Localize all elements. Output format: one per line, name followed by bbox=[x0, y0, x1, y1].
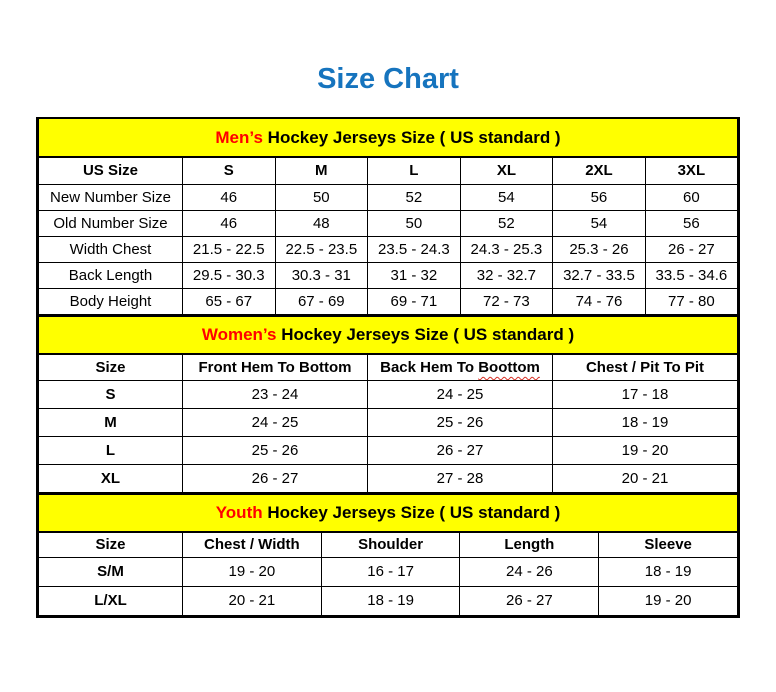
size-value-cell: 50 bbox=[275, 184, 368, 210]
size-value-cell: 19 - 20 bbox=[182, 557, 321, 586]
table-row bbox=[39, 184, 738, 210]
size-value-cell: 56 bbox=[553, 184, 646, 210]
womens-accent-label: Women’s bbox=[201, 324, 277, 344]
size-value-cell: 52 bbox=[460, 210, 553, 236]
size-value-cell: 52 bbox=[368, 184, 461, 210]
misspelled-word: Boottom bbox=[478, 358, 540, 376]
size-value-cell: 22.5 - 23.5 bbox=[275, 236, 368, 262]
size-value-cell: 24.3 - 25.3 bbox=[460, 236, 553, 262]
column-header: Chest / Width bbox=[182, 532, 321, 557]
size-value-cell: 46 bbox=[182, 184, 275, 210]
size-value-cell: 19 - 20 bbox=[553, 437, 738, 465]
column-header: 3XL bbox=[645, 157, 737, 184]
size-value-cell: 56 bbox=[645, 210, 737, 236]
size-value-cell: 27 - 28 bbox=[368, 465, 553, 493]
mens-section-banner bbox=[39, 119, 738, 157]
size-value-cell: 21.5 - 22.5 bbox=[182, 236, 275, 262]
size-label: S bbox=[39, 381, 183, 409]
table-row bbox=[39, 210, 738, 236]
size-value-cell: 25.3 - 26 bbox=[553, 236, 646, 262]
size-value-cell: 26 - 27 bbox=[368, 437, 553, 465]
column-header: Chest / Pit To Pit bbox=[553, 354, 738, 381]
row-label: Back Length bbox=[39, 262, 183, 288]
table-row bbox=[39, 288, 738, 314]
size-value-cell: 32 - 32.7 bbox=[460, 262, 553, 288]
size-value-cell: 60 bbox=[645, 184, 737, 210]
size-label: M bbox=[39, 409, 183, 437]
size-value-cell: 31 - 32 bbox=[368, 262, 461, 288]
size-value-cell: 32.7 - 33.5 bbox=[553, 262, 646, 288]
column-header: 2XL bbox=[553, 157, 646, 184]
size-value-cell: 17 - 18 bbox=[553, 381, 738, 409]
mens-header-row bbox=[39, 157, 738, 184]
row-label: Width Chest bbox=[39, 236, 183, 262]
column-header: S bbox=[182, 157, 275, 184]
size-value-cell: 54 bbox=[553, 210, 646, 236]
mens-accent-label: Men’s bbox=[215, 127, 263, 147]
size-label: L/XL bbox=[39, 586, 183, 615]
table-row bbox=[39, 586, 738, 615]
size-value-cell: 23.5 - 24.3 bbox=[368, 236, 461, 262]
size-value-cell: 65 - 67 bbox=[182, 288, 275, 314]
youth-section-title bbox=[39, 494, 738, 532]
size-value-cell: 54 bbox=[460, 184, 553, 210]
womens-section-title bbox=[39, 316, 738, 354]
table-row bbox=[39, 236, 738, 262]
column-header: Shoulder bbox=[321, 532, 460, 557]
youth-accent-label: Youth bbox=[215, 503, 263, 522]
column-header: US Size bbox=[39, 157, 183, 184]
column-header: M bbox=[275, 157, 368, 184]
table-row bbox=[39, 465, 738, 493]
size-value-cell: 18 - 19 bbox=[321, 586, 460, 615]
size-value-cell: 72 - 73 bbox=[460, 288, 553, 314]
size-value-cell: 30.3 - 31 bbox=[275, 262, 368, 288]
size-value-cell: 25 - 26 bbox=[368, 409, 553, 437]
mens-section-title bbox=[39, 119, 738, 157]
column-header: L bbox=[368, 157, 461, 184]
youth-banner-text: Hockey Jerseys Size ( US standard ) bbox=[267, 503, 561, 522]
size-value-cell: 69 - 71 bbox=[368, 288, 461, 314]
size-value-cell: 33.5 - 34.6 bbox=[645, 262, 737, 288]
womens-section-banner bbox=[39, 316, 738, 354]
page-title: Size Chart bbox=[317, 63, 459, 95]
size-label: XL bbox=[39, 465, 183, 493]
size-chart bbox=[36, 117, 740, 618]
youth-header-row bbox=[39, 532, 738, 557]
size-label: S/M bbox=[39, 557, 183, 586]
size-value-cell: 24 - 26 bbox=[460, 557, 599, 586]
row-label: Body Height bbox=[39, 288, 183, 314]
womens-size-table bbox=[38, 315, 738, 494]
column-header-misspelled bbox=[368, 354, 553, 381]
size-value-cell: 74 - 76 bbox=[553, 288, 646, 314]
size-value-cell: 50 bbox=[368, 210, 461, 236]
size-value-cell: 26 - 27 bbox=[182, 465, 367, 493]
size-value-cell: 67 - 69 bbox=[275, 288, 368, 314]
youth-section-banner bbox=[39, 494, 738, 532]
size-value-cell: 18 - 19 bbox=[553, 409, 738, 437]
mens-size-table bbox=[38, 119, 738, 315]
size-value-cell: 26 - 27 bbox=[460, 586, 599, 615]
size-value-cell: 26 - 27 bbox=[645, 236, 737, 262]
youth-size-table bbox=[38, 493, 738, 616]
size-value-cell: 25 - 26 bbox=[182, 437, 367, 465]
size-value-cell: 20 - 21 bbox=[182, 586, 321, 615]
size-value-cell: 24 - 25 bbox=[368, 381, 553, 409]
column-header: Size bbox=[39, 354, 183, 381]
size-value-cell: 29.5 - 30.3 bbox=[182, 262, 275, 288]
size-value-cell: 77 - 80 bbox=[645, 288, 737, 314]
size-value-cell: 48 bbox=[275, 210, 368, 236]
size-value-cell: 24 - 25 bbox=[182, 409, 367, 437]
table-row bbox=[39, 557, 738, 586]
size-value-cell: 16 - 17 bbox=[321, 557, 460, 586]
size-value-cell: 18 - 19 bbox=[599, 557, 738, 586]
size-label: L bbox=[39, 437, 183, 465]
mens-banner-text: Hockey Jerseys Size ( US standard ) bbox=[267, 127, 561, 147]
size-value-cell: 19 - 20 bbox=[599, 586, 738, 615]
womens-banner-text: Hockey Jerseys Size ( US standard ) bbox=[281, 324, 575, 344]
column-header: Front Hem To Bottom bbox=[182, 354, 367, 381]
table-row bbox=[39, 437, 738, 465]
column-header: XL bbox=[460, 157, 553, 184]
womens-header-row bbox=[39, 354, 738, 381]
table-row bbox=[39, 409, 738, 437]
size-value-cell: 20 - 21 bbox=[553, 465, 738, 493]
back-hem-prefix: Back Hem To bbox=[380, 358, 475, 376]
row-label: Old Number Size bbox=[39, 210, 183, 236]
column-header: Length bbox=[460, 532, 599, 557]
size-value-cell: 46 bbox=[182, 210, 275, 236]
table-row bbox=[39, 381, 738, 409]
row-label: New Number Size bbox=[39, 184, 183, 210]
table-row bbox=[39, 262, 738, 288]
size-value-cell: 23 - 24 bbox=[182, 381, 367, 409]
column-header: Sleeve bbox=[599, 532, 738, 557]
column-header: Size bbox=[39, 532, 183, 557]
